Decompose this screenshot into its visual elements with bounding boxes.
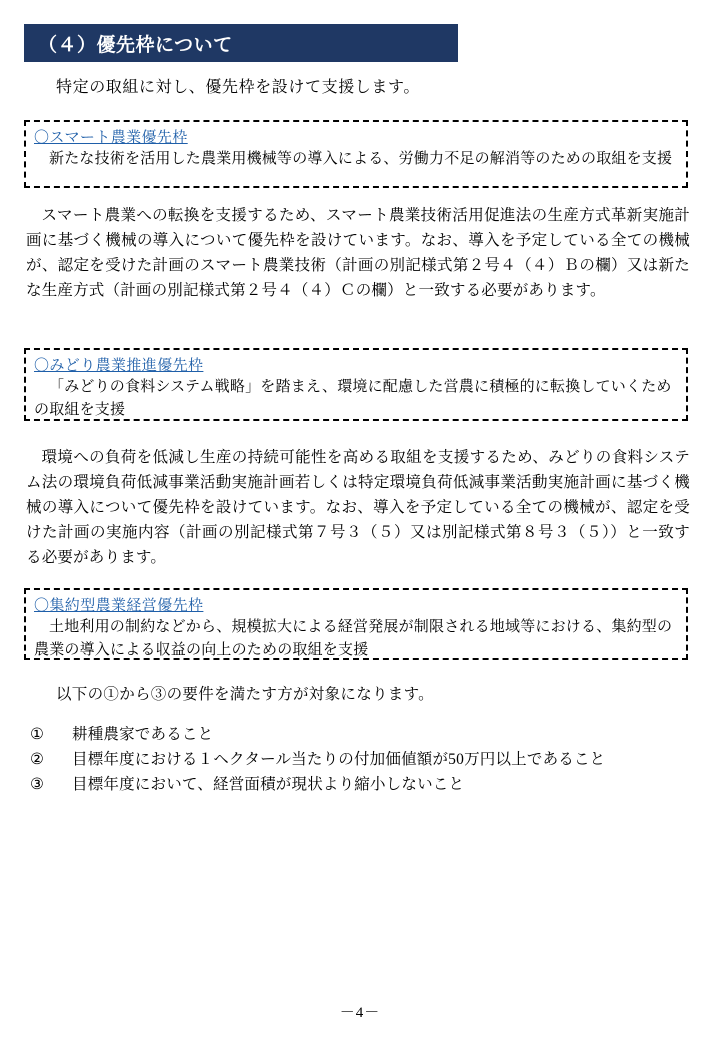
requirements-intro: 以下の①から③の要件を満たす方が対象になります。: [56, 686, 434, 703]
priority-box-smart-agriculture: [24, 120, 688, 188]
list-item-text: 耕種農家であること: [72, 726, 214, 743]
list-item-number: ②: [30, 751, 45, 769]
priority-box-midori-agriculture: [24, 348, 688, 421]
list-item-number: ③: [30, 776, 45, 794]
priority-box-intensive-management: [24, 588, 688, 660]
priority-box-body: 土地利用の制約などから、規模拡大による経営発展が制限される地域等における、集約型の農業の導入による収益の向上のための取組を支援: [34, 619, 673, 658]
page-number: －4－: [339, 1005, 381, 1021]
priority-box-body: 新たな技術を活用した農業用機械等の導入による、労働力不足の解消等のための取組を支援: [49, 151, 673, 167]
paragraph-smart-agriculture: スマート農業への転換を支援するため、スマート農業技術活用促進法の生産方式革新実施計画に基づく機械の導入について優先枠を設けています。なお、導入を予定している全ての機械が、認定を受けた計画のスマート農業技術（計画の別記様式第２号４（４）Ｂの欄）又は新たな生産方式（計画の別記様式第２号４（４）Ｃの欄）と一致する必要があります。: [26, 207, 690, 300]
list-item-text: 目標年度において、経営面積が現状より縮小しないこと: [72, 776, 465, 794]
priority-box-title: 〇スマート農業優先枠: [34, 129, 188, 146]
priority-box-title: 〇みどり農業推進優先枠: [34, 357, 204, 374]
requirements-list: [30, 722, 690, 797]
list-item: [30, 772, 690, 797]
lead-paragraph: 特定の取組に対し、優先枠を設けて支援します。: [56, 79, 420, 96]
list-item: [30, 722, 690, 747]
list-item-text: 目標年度における１ヘクタール当たりの付加価値額が50万円以上であること: [72, 751, 606, 769]
priority-box-title: 〇集約型農業経営優先枠: [34, 597, 204, 614]
paragraph-midori-agriculture: 環境への負荷を低減し生産の持続可能性を高める取組を支援するため、みどりの食料システム法の環境負荷低減事業活動実施計画若しくは特定環境負荷低減事業活動実施計画に基づく機械の導入について優先枠を設けています。なお、導入を予定している全ての機械が、認定を受けた計画の実施内容（計画の別記様式第７号３（５）又は別記様式第８号３（５））と一致する必要があります。: [26, 449, 690, 567]
list-item: [30, 747, 690, 772]
section-header: （４）優先枠について: [24, 24, 458, 62]
priority-box-body: 「みどりの食料システム戦略」を踏まえ、環境に配慮した営農に積極的に転換していくための取組を支援: [34, 379, 672, 418]
list-item-number: ①: [30, 726, 45, 743]
